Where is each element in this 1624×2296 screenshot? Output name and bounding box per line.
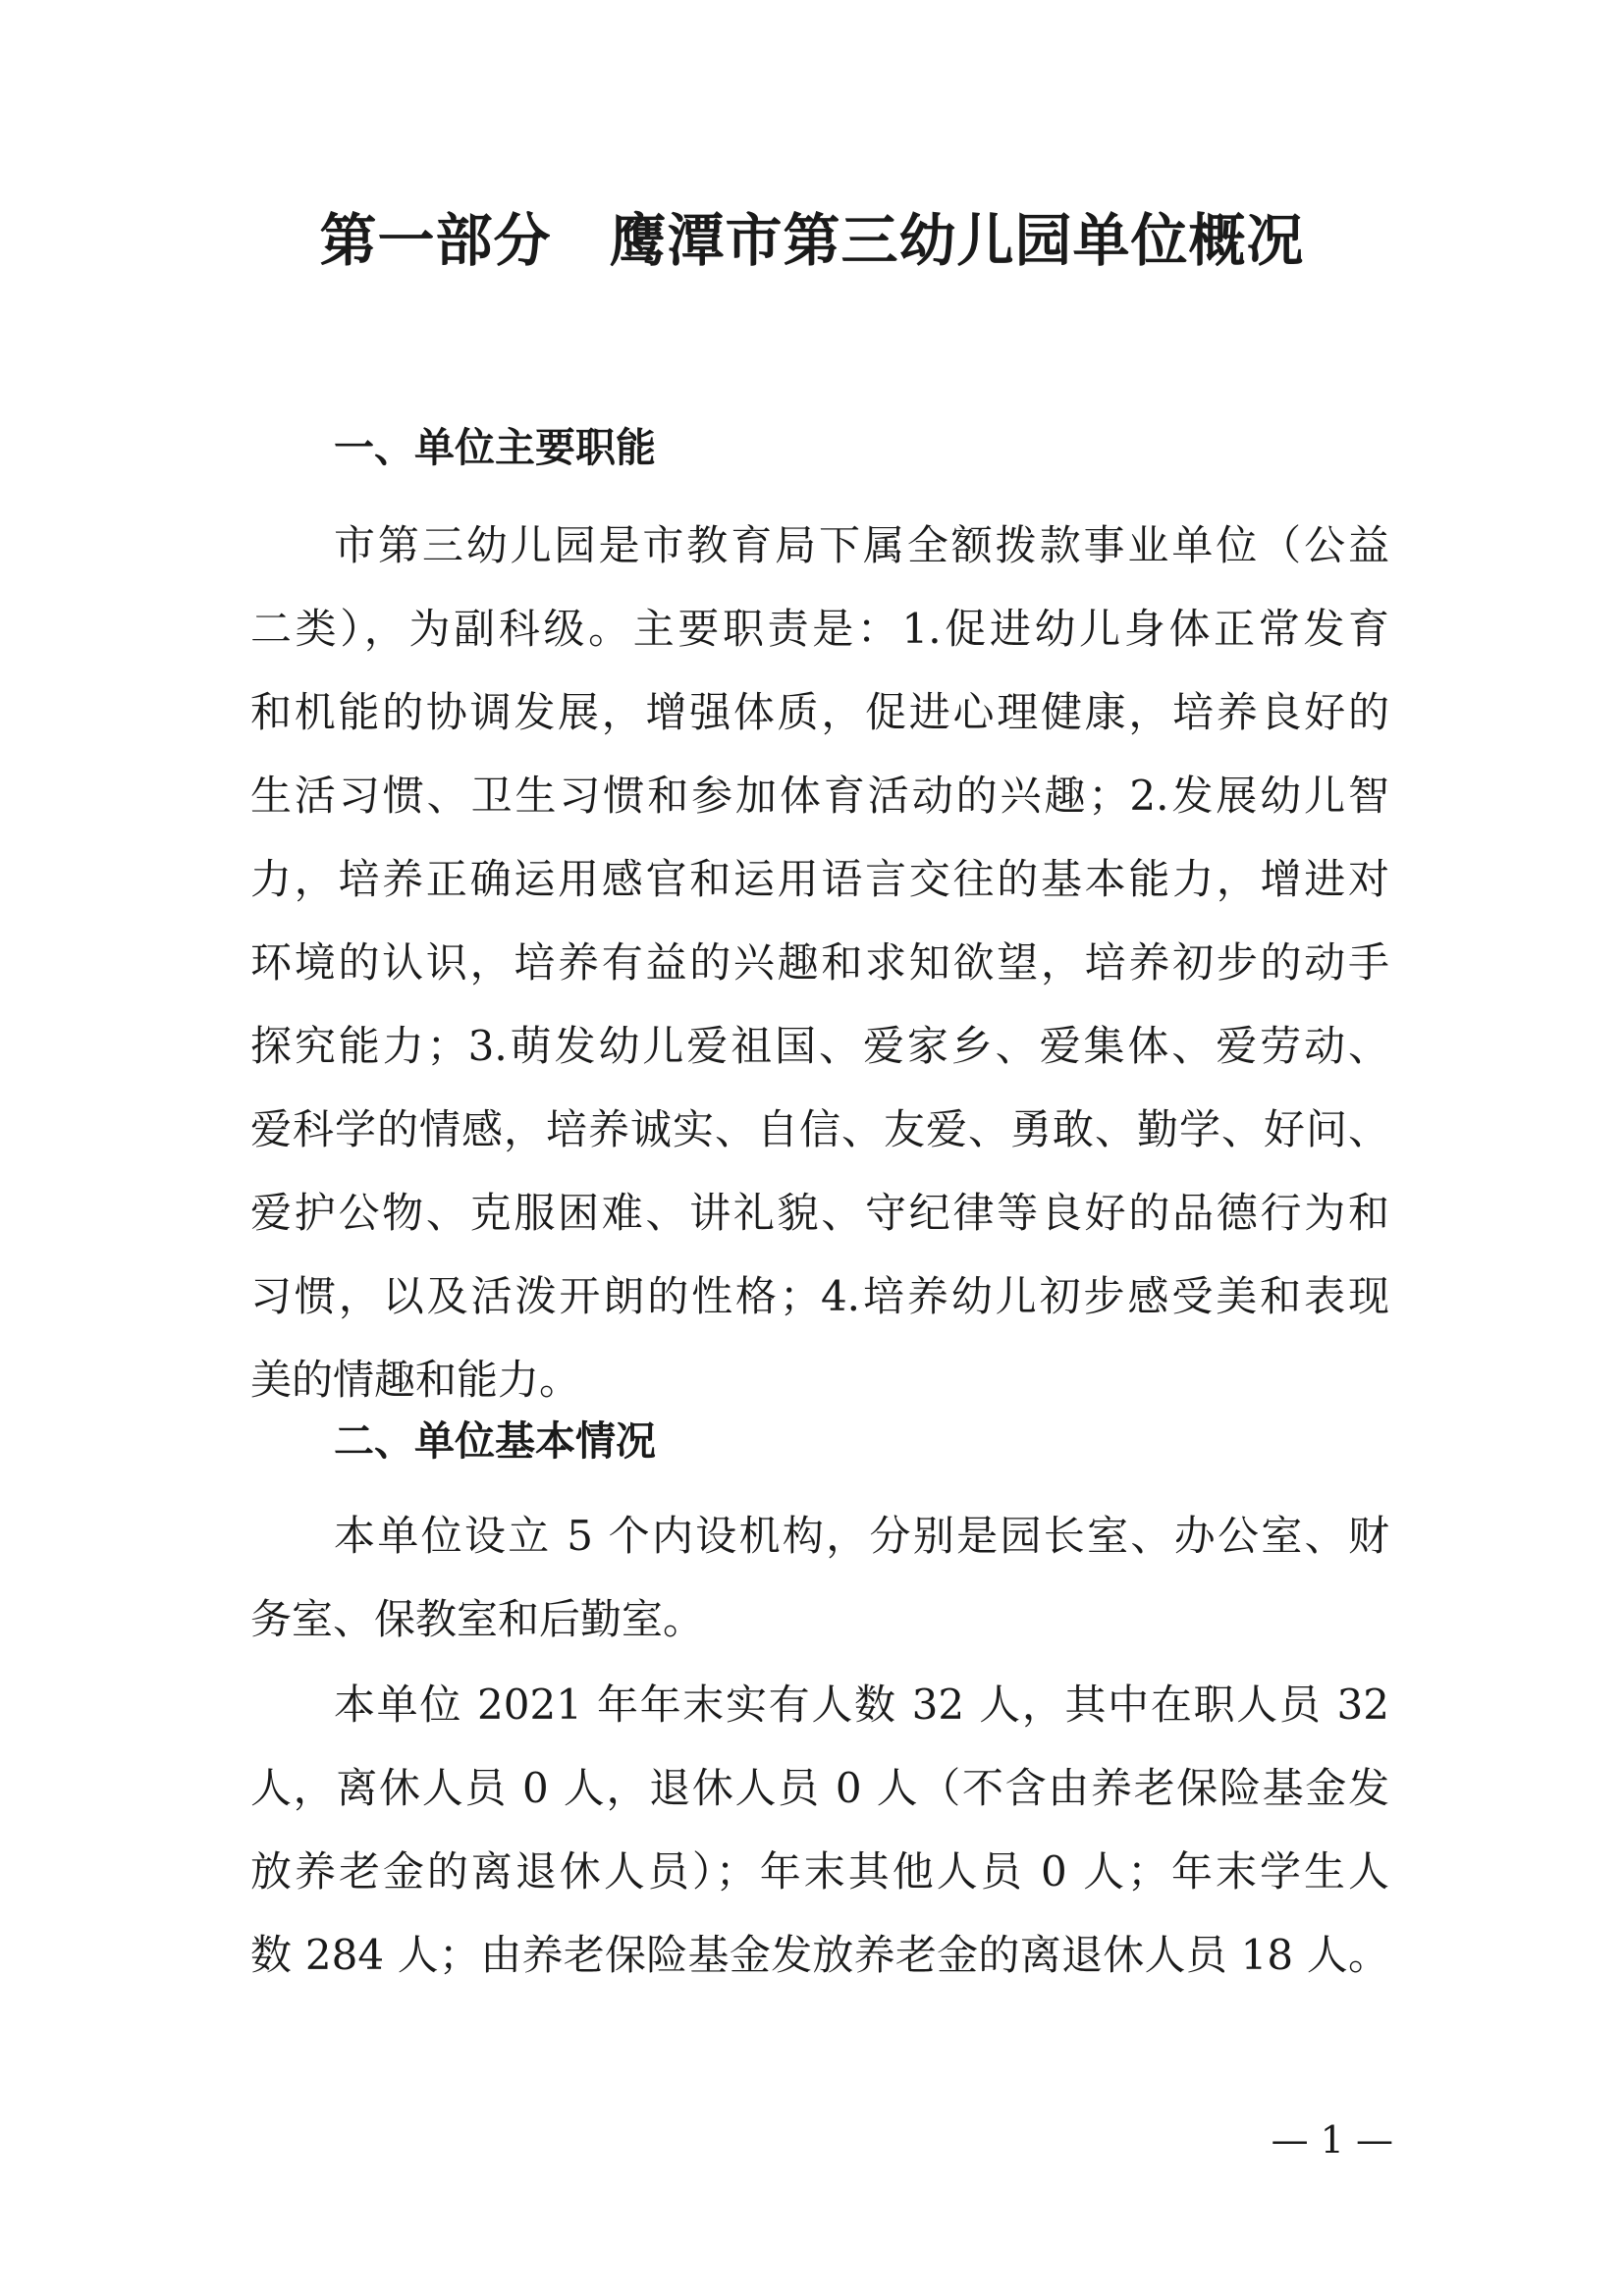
staffing-paragraph (250, 1663, 1389, 1997)
departments-paragraph (250, 1494, 1389, 1661)
section-heading-basic-info: 二、单位基本情况 (334, 1417, 656, 1465)
page-title: 第一部分 鹰潭市第三幼儿园单位概况 (319, 207, 1305, 274)
text-line: 市第三幼儿园是市教育局下属全额拨款事业单位（公益 (334, 521, 1389, 569)
text-line: 务室、保教室和后勤室。 (250, 1595, 705, 1643)
functions-paragraph (250, 504, 1389, 1421)
text-line: 生活习惯、卫生习惯和参加体育活动的兴趣；2.发展幼儿智 (250, 772, 1389, 820)
text-line: 爱科学的情感，培养诚实、自信、友爱、勇敢、勤学、好问、 (250, 1105, 1389, 1153)
text-line: 美的情趣和能力。 (250, 1356, 581, 1404)
text-line: 爱护公物、克服困难、讲礼貌、守纪律等良好的品德行为和 (250, 1189, 1389, 1237)
text-line: 习惯，以及活泼开朗的性格；4.培养幼儿初步感受美和表现 (250, 1272, 1389, 1320)
text-line: 数 284 人；由养老保险基金发放养老金的离退休人员 18 人。 (250, 1931, 1389, 1979)
text-line: 放养老金的离退休人员）；年末其他人员 0 人；年末学生人 (250, 1847, 1389, 1896)
text-line: 和机能的协调发展，增强体质，促进心理健康，培养良好的 (250, 688, 1389, 736)
text-line: 人，离休人员 0 人，退休人员 0 人（不含由养老保险基金发 (250, 1764, 1389, 1812)
page-number: — 1 — (1271, 2118, 1393, 2162)
section-heading-functions: 一、单位主要职能 (334, 424, 656, 471)
text-line: 二类），为副科级。主要职责是：1.促进幼儿身体正常发育 (250, 605, 1389, 653)
text-line: 本单位设立 5 个内设机构，分别是园长室、办公室、财 (334, 1512, 1389, 1560)
text-line: 探究能力；3.萌发幼儿爱祖国、爱家乡、爱集体、爱劳动、 (250, 1022, 1389, 1070)
text-line: 力，培养正确运用感官和运用语言交往的基本能力，增进对 (250, 855, 1389, 903)
text-line: 本单位 2021 年年末实有人数 32 人，其中在职人员 32 (334, 1681, 1389, 1729)
text-line: 环境的认识，培养有益的兴趣和求知欲望，培养初步的动手 (250, 938, 1389, 987)
